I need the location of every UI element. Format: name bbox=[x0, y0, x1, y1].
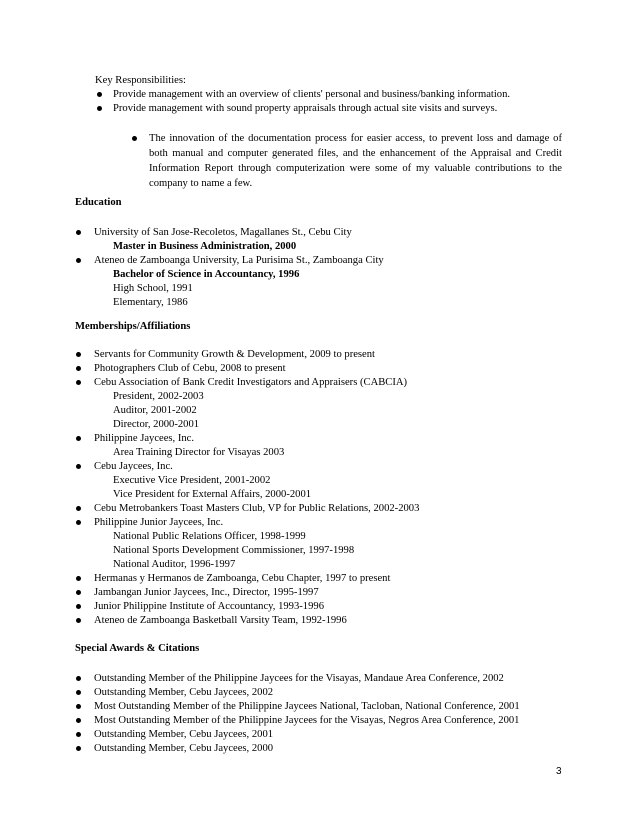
membership-role: National Public Relations Officer, 1998-1999 bbox=[113, 531, 306, 542]
award-item: Outstanding Member, Cebu Jaycees, 2001 bbox=[94, 729, 274, 740]
bullet-icon bbox=[76, 520, 81, 525]
bullet-icon bbox=[76, 506, 81, 511]
membership-item: Philippine Junior Jaycees, Inc. bbox=[94, 517, 224, 528]
membership-item: Philippine Jaycees, Inc. bbox=[94, 433, 195, 444]
bullet-icon bbox=[76, 436, 81, 441]
bullet-icon bbox=[76, 380, 81, 385]
membership-role: Executive Vice President, 2001-2002 bbox=[113, 475, 271, 486]
bullet-icon bbox=[76, 704, 81, 709]
bullet-icon bbox=[76, 352, 81, 357]
bullet-icon bbox=[76, 366, 81, 371]
award-item: Outstanding Member of the Philippine Jaycees for the Visayas, Mandaue Area Conference, 2002 bbox=[94, 673, 504, 684]
membership-role: Director, 2000-2001 bbox=[113, 419, 200, 430]
bullet-icon bbox=[76, 718, 81, 723]
award-item: Most Outstanding Member of the Philippine Jaycees National, Tacloban, National Conference, 2001 bbox=[94, 701, 520, 712]
award-item: Most Outstanding Member of the Philippine Jaycees for the Visayas, Negros Area Conference, 2001 bbox=[94, 715, 520, 726]
education-school: Ateneo de Zamboanga University, La Purisima St., Zamboanga City bbox=[94, 255, 384, 266]
memberships-heading: Memberships/Affiliations bbox=[75, 321, 191, 332]
bullet-icon bbox=[76, 690, 81, 695]
education-school: University of San Jose-Recoletos, Magallanes St., Cebu City bbox=[94, 227, 352, 238]
membership-item: Photographers Club of Cebu, 2008 to present bbox=[94, 363, 286, 374]
membership-item: Jambangan Junior Jaycees, Inc., Director, 1995-1997 bbox=[94, 587, 319, 598]
responsibility-item: Provide management with an overview of clients' personal and business/banking information. bbox=[113, 89, 511, 100]
page-number: 3 bbox=[556, 766, 562, 777]
bullet-icon bbox=[76, 732, 81, 737]
membership-item: Junior Philippine Institute of Accountancy, 1993-1996 bbox=[94, 601, 324, 612]
education-heading: Education bbox=[75, 197, 122, 208]
membership-role: Vice President for External Affairs, 2000-2001 bbox=[113, 489, 312, 500]
membership-role: Area Training Director for Visayas 2003 bbox=[113, 447, 285, 458]
bullet-icon bbox=[76, 590, 81, 595]
membership-role: National Auditor, 1996-1997 bbox=[113, 559, 236, 570]
bullet-icon bbox=[76, 230, 81, 235]
bullet-icon bbox=[76, 464, 81, 469]
responsibility-item: Provide management with sound property appraisals through actual site visits and surveys. bbox=[113, 103, 498, 114]
education-other: High School, 1991 bbox=[113, 283, 193, 294]
bullet-icon bbox=[76, 618, 81, 623]
bullet-icon bbox=[97, 106, 102, 111]
bullet-icon bbox=[76, 576, 81, 581]
bullet-icon bbox=[76, 604, 81, 609]
bullet-icon bbox=[76, 258, 81, 263]
membership-item: Cebu Jaycees, Inc. bbox=[94, 461, 173, 472]
contribution-paragraph: The innovation of the documentation process for easier access, to prevent loss and damage of both manual and computer generated files, and the enhancement of the Appraisal and Credit Information Report through computerization were some of my valuable contributions to the company to name a few. bbox=[149, 133, 562, 189]
awards-heading: Special Awards & Citations bbox=[75, 643, 200, 654]
membership-item: Servants for Community Growth & Development, 2009 to present bbox=[94, 349, 375, 360]
education-degree: Bachelor of Science in Accountancy, 1996 bbox=[113, 269, 300, 280]
bullet-icon bbox=[76, 676, 81, 681]
award-item: Outstanding Member, Cebu Jaycees, 2002 bbox=[94, 687, 274, 698]
membership-item: Hermanas y Hermanos de Zamboanga, Cebu Chapter, 1997 to present bbox=[94, 573, 391, 584]
key-responsibilities-label: Key Responsibilities: bbox=[95, 75, 186, 86]
membership-role: National Sports Development Commissioner, 1997-1998 bbox=[113, 545, 355, 556]
education-other: Elementary, 1986 bbox=[113, 297, 188, 308]
bullet-icon bbox=[132, 136, 137, 141]
award-item: Outstanding Member, Cebu Jaycees, 2000 bbox=[94, 743, 274, 754]
membership-role: President, 2002-2003 bbox=[113, 391, 204, 402]
membership-role: Auditor, 2001-2002 bbox=[113, 405, 197, 416]
education-degree: Master in Business Administration, 2000 bbox=[113, 241, 297, 252]
bullet-icon bbox=[97, 92, 102, 97]
bullet-icon bbox=[76, 746, 81, 751]
membership-item: Cebu Association of Bank Credit Investigators and Appraisers (CABCIA) bbox=[94, 377, 408, 388]
membership-item: Ateneo de Zamboanga Basketball Varsity Team, 1992-1996 bbox=[94, 615, 347, 626]
membership-item: Cebu Metrobankers Toast Masters Club, VP for Public Relations, 2002-2003 bbox=[94, 503, 420, 514]
